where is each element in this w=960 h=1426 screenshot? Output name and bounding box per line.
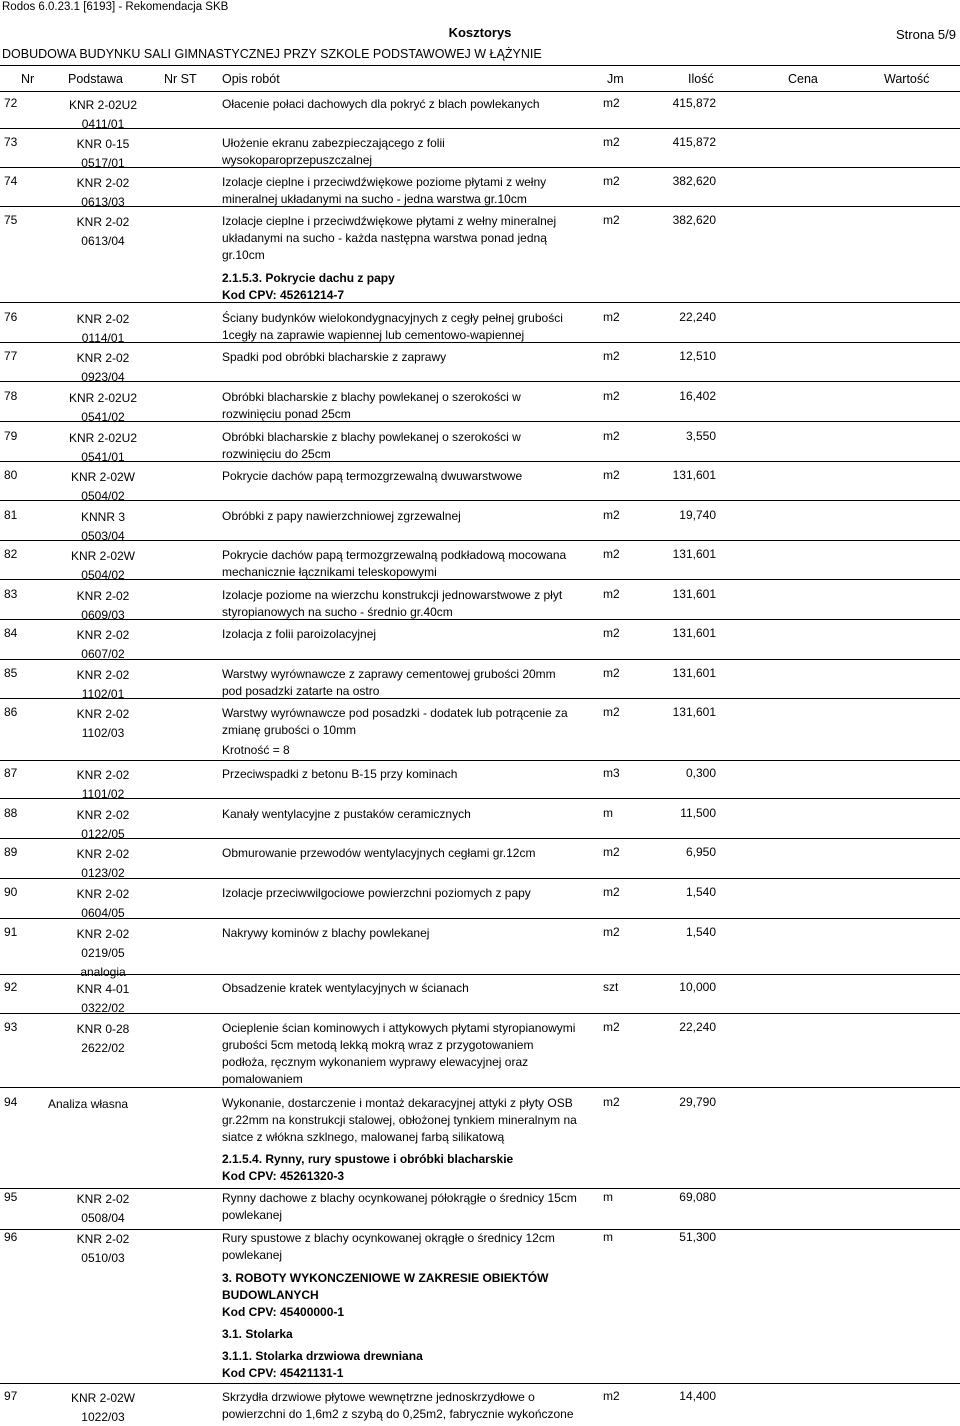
row-quantity: 16,402	[679, 389, 716, 403]
row-separator	[0, 167, 960, 168]
row-unit: m2	[603, 587, 620, 601]
row-unit: m2	[603, 547, 620, 561]
row-quantity: 382,620	[672, 174, 716, 188]
row-unit: m3	[603, 766, 620, 780]
row-description: Nakrywy kominów z blachy powlekanej	[222, 926, 430, 940]
row-description: Izolacje poziome na wierzchu konstrukcji jednowarstwowe z płyt	[222, 588, 563, 602]
row-quantity: 3,550	[685, 429, 716, 443]
row-unit: m2	[603, 468, 620, 482]
row-podstawa: KNR 2-02	[76, 668, 130, 682]
row-quantity: 131,601	[672, 468, 716, 482]
row-unit: m2	[603, 96, 620, 110]
row-description: Obróbki z papy nawierzchniowej zgrzewalnej	[222, 509, 461, 523]
row-podstawa: KNR 4-01	[76, 982, 130, 996]
row-podstawa: 0122/05	[81, 827, 125, 841]
row-description: Rynny dachowe z blachy ocynkowanej półokrągłe o średnicy 15cm	[222, 1191, 577, 1205]
row-separator	[0, 381, 960, 382]
row-separator	[0, 918, 960, 919]
row-quantity: 11,500	[680, 806, 716, 820]
row-separator	[0, 342, 960, 343]
row-separator	[0, 760, 960, 761]
row-separator	[0, 421, 960, 422]
section-heading: 3.1. Stolarka	[222, 1327, 293, 1341]
row-separator	[0, 302, 960, 303]
row-number: 79	[4, 429, 18, 443]
row-unit: m2	[603, 213, 620, 227]
header-top-rule	[0, 65, 960, 66]
row-quantity: 14,400	[679, 1389, 716, 1403]
row-description: Pokrycie dachów papą termozgrzewalną podkładową mocowana	[222, 548, 567, 562]
col-header-podstawa: Podstawa	[68, 72, 123, 86]
row-unit: m	[603, 806, 613, 820]
row-podstawa: KNR 2-02	[76, 1232, 130, 1246]
row-unit: m	[603, 1230, 613, 1244]
section-heading: 3. ROBOTY WYKONCZENIOWE W ZAKRESIE OBIEKTÓW	[222, 1271, 549, 1285]
row-quantity: 29,790	[679, 1095, 716, 1109]
row-podstawa: KNR 2-02U2	[68, 431, 138, 445]
row-unit: m2	[603, 925, 620, 939]
row-number: 88	[4, 806, 18, 820]
col-header-ilosc: Ilość	[688, 72, 714, 86]
row-podstawa: 0510/03	[81, 1251, 125, 1265]
row-description: zmianę grubości o 10mm	[222, 723, 357, 737]
section-heading: 2.1.5.3. Pokrycie dachu z papy	[222, 271, 395, 285]
row-podstawa: 0411/01	[81, 117, 125, 131]
page-number: Strona 5/9	[896, 27, 956, 42]
row-podstawa: 0114/01	[81, 331, 125, 345]
section-heading: Kod CPV: 45421131-1	[222, 1366, 344, 1380]
row-number: 96	[4, 1230, 18, 1244]
row-description: powierzchni do 1,6m2 z szybą do 0,25m2, fabrycznie wykończone	[222, 1407, 574, 1421]
row-podstawa: 0609/03	[81, 608, 125, 622]
row-description: Spadki pod obróbki blacharskie z zaprawy	[222, 350, 447, 364]
row-unit: m2	[603, 885, 620, 899]
row-separator	[0, 659, 960, 660]
row-quantity: 131,601	[672, 705, 716, 719]
row-unit: m2	[603, 705, 620, 719]
row-separator	[0, 540, 960, 541]
row-separator	[0, 619, 960, 620]
row-description: rozwinięciu ponad 25cm	[222, 407, 351, 421]
row-description: Izolacje przeciwwilgociowe powierzchni poziomych z papy	[222, 886, 531, 900]
row-description: Warstwy wyrównawcze pod posadzki - dodatek lub potrącenie za	[222, 706, 568, 720]
row-number: 81	[4, 508, 18, 522]
row-podstawa: 2622/02	[81, 1041, 125, 1055]
row-podstawa: KNR 2-02U2	[68, 98, 138, 112]
row-unit: m2	[603, 1095, 620, 1109]
row-description: Warstwy wyrównawcze z zaprawy cementowej grubości 20mm	[222, 667, 556, 681]
col-header-wartosc: Wartość	[884, 72, 930, 86]
row-number: 86	[4, 705, 18, 719]
row-description: rozwinięciu do 25cm	[222, 447, 331, 461]
row-description: Izolacja z folii paroizolacyjnej	[222, 627, 377, 641]
row-description: gr.10cm	[222, 248, 265, 262]
row-description: styropianowych na sucho - średnio gr.40cm	[222, 605, 453, 619]
row-podstawa: KNR 0-28	[76, 1022, 130, 1036]
row-podstawa: 0541/01	[81, 450, 125, 464]
row-podstawa: KNR 2-02	[76, 1192, 130, 1206]
row-separator	[0, 461, 960, 462]
row-description: gr.22mm na konstrukcji stalowej, obłożonej tynkiem mineralnym na	[222, 1113, 577, 1127]
row-quantity: 22,240	[679, 1020, 716, 1034]
row-number: 95	[4, 1190, 18, 1204]
row-separator	[0, 128, 960, 129]
row-description: Skrzydła drzwiowe płytowe wewnętrzne jednoskrzydłowe o	[222, 1390, 535, 1404]
row-description: Kanały wentylacyjne z pustaków ceramicznych	[222, 807, 471, 821]
header-bottom-rule	[0, 91, 960, 92]
document-title: Kosztorys	[448, 25, 512, 40]
row-podstawa: KNR 2-02	[76, 176, 130, 190]
row-podstawa: 0504/02	[81, 568, 125, 582]
row-number: 92	[4, 980, 18, 994]
row-quantity: 51,300	[679, 1230, 716, 1244]
row-number: 97	[4, 1389, 18, 1403]
row-number: 76	[4, 310, 18, 324]
row-podstawa: 0219/05	[81, 946, 125, 960]
row-unit: m2	[603, 1389, 620, 1403]
row-description: Ołacenie połaci dachowych dla pokryć z blach powlekanych	[222, 97, 540, 111]
row-podstawa: KNR 2-02W	[70, 470, 135, 484]
row-unit: m2	[603, 626, 620, 640]
row-podstawa: analogia	[80, 965, 126, 979]
row-description: Obmurowanie przewodów wentylacyjnych cegłami gr.12cm	[222, 846, 536, 860]
app-title: Rodos 6.0.23.1 [6193] - Rekomendacja SKB	[2, 1, 229, 13]
row-quantity: 131,601	[672, 626, 716, 640]
row-podstawa: KNR 2-02	[76, 927, 130, 941]
row-podstawa: KNR 2-02U2	[68, 391, 138, 405]
row-description: pod posadzki zatarte na ostro	[222, 684, 380, 698]
row-podstawa: KNR 2-02	[76, 215, 130, 229]
row-podstawa: KNR 2-02	[76, 589, 130, 603]
row-unit: m2	[603, 389, 620, 403]
row-unit: m	[603, 1190, 613, 1204]
row-unit: m2	[603, 845, 620, 859]
row-description: powlekanej	[222, 1248, 283, 1262]
row-quantity: 415,872	[672, 96, 716, 110]
section-heading: 2.1.5.4. Rynny, rury spustowe i obróbki blacharskie	[222, 1152, 514, 1166]
row-podstawa: 0517/01	[81, 156, 125, 170]
row-podstawa: 0503/04	[81, 529, 125, 543]
row-podstawa: KNNR 3	[80, 510, 125, 524]
row-podstawa: 0541/02	[81, 410, 125, 424]
row-number: 77	[4, 349, 18, 363]
col-header-opis: Opis robót	[222, 72, 280, 86]
row-podstawa: 0607/02	[81, 647, 125, 661]
row-separator	[0, 500, 960, 501]
row-separator	[0, 974, 960, 975]
row-description: Obróbki blacharskie z blachy powlekanej o szerokości w	[222, 390, 521, 404]
row-podstawa: KNR 2-02	[76, 312, 130, 326]
row-number: 83	[4, 587, 18, 601]
row-number: 85	[4, 666, 18, 680]
row-description: Obsadzenie kratek wentylacyjnych w ścianach	[222, 981, 469, 995]
row-separator	[0, 1188, 960, 1189]
row-quantity: 69,080	[679, 1190, 716, 1204]
row-description: Rury spustowe z blachy ocynkowanej okrągłe o średnicy 12cm	[222, 1231, 555, 1245]
row-quantity: 1,540	[685, 885, 716, 899]
row-number: 87	[4, 766, 18, 780]
row-unit: m2	[603, 666, 620, 680]
section-heading: Kod CPV: 45261320-3	[222, 1169, 345, 1183]
row-description: Przeciwspadki z betonu B-15 przy kominach	[222, 767, 458, 781]
row-unit: m2	[603, 135, 620, 149]
row-unit: m2	[603, 174, 620, 188]
col-header-nr: Nr	[21, 72, 35, 86]
row-description: układanymi na sucho - każda następna warstwa ponad jedną	[222, 231, 547, 245]
row-description: Ocieplenie ścian kominowych i attykowych płytami styropianowymi	[222, 1021, 576, 1035]
row-description: Obróbki blacharskie z blachy powlekanej o szerokości w	[222, 430, 521, 444]
row-podstawa: KNR 0-15	[76, 137, 130, 151]
section-heading: Kod CPV: 45400000-1	[222, 1305, 345, 1319]
row-quantity: 6,950	[685, 845, 716, 859]
col-header-cena: Cena	[788, 72, 818, 86]
row-podstawa: 1101/02	[81, 787, 125, 801]
row-description: Izolacje cieplne i przeciwdźwiękowe płytami z wełny mineralnej	[222, 214, 557, 228]
row-podstawa: 0613/03	[81, 195, 125, 209]
row-podstawa: 1022/03	[81, 1410, 125, 1424]
row-quantity: 131,601	[672, 547, 716, 561]
row-podstawa: KNR 2-02	[76, 887, 130, 901]
row-number: 84	[4, 626, 18, 640]
row-podstawa: KNR 2-02	[76, 351, 130, 365]
row-separator	[0, 1229, 960, 1230]
row-separator	[0, 1013, 960, 1014]
row-unit: m2	[603, 508, 620, 522]
row-description: powlekanej	[222, 1208, 283, 1222]
row-number: 72	[4, 96, 18, 110]
col-header-nrst: Nr ST	[164, 72, 197, 86]
row-podstawa: 0508/04	[81, 1211, 125, 1225]
row-quantity: 1,540	[685, 925, 716, 939]
row-quantity: 131,601	[672, 666, 716, 680]
row-podstawa: KNR 2-02	[76, 707, 130, 721]
row-podstawa: KNR 2-02	[76, 847, 130, 861]
row-number: 82	[4, 547, 18, 561]
row-description: siatce z włókna szklnego, malowanej farbą silikatową	[222, 1130, 505, 1144]
row-description: mechanicznie łącznikami teleskopowymi	[222, 565, 437, 579]
row-podstawa: KNR 2-02W	[70, 549, 135, 563]
row-podstawa: 0604/05	[81, 906, 125, 920]
row-podstawa: KNR 2-02W	[70, 1391, 135, 1405]
row-number: 90	[4, 885, 18, 899]
row-description: Krotność = 8	[222, 743, 290, 757]
row-separator	[0, 878, 960, 879]
section-heading: Kod CPV: 45261214-7	[222, 288, 345, 302]
row-separator	[0, 206, 960, 207]
row-podstawa: 0923/04	[81, 370, 125, 384]
row-separator	[0, 1383, 960, 1384]
row-podstawa: 0322/02	[81, 1001, 125, 1015]
row-podstawa: Analiza własna	[48, 1097, 129, 1111]
row-description: 1cegły na zaprawie wapiennej lub cementowo-wapiennej	[222, 328, 525, 342]
row-separator	[0, 1087, 960, 1088]
section-heading: BUDOWLANYCH	[222, 1288, 319, 1302]
row-number: 93	[4, 1020, 18, 1034]
row-description: grubości 5cm metodą lekką mokrą wraz z przygotowaniem	[222, 1038, 534, 1052]
row-podstawa: 0123/02	[81, 866, 125, 880]
row-description: pomalowaniem	[222, 1072, 303, 1086]
row-quantity: 382,620	[672, 213, 716, 227]
row-number: 75	[4, 213, 18, 227]
row-podstawa: 1102/03	[81, 726, 125, 740]
row-unit: m2	[603, 349, 620, 363]
row-podstawa: 1102/01	[81, 687, 125, 701]
row-description: podłoża, ręcznym wykonaniem wyprawy elewacyjnej oraz	[222, 1055, 529, 1069]
row-number: 78	[4, 389, 18, 403]
row-description: Wykonanie, dostarczenie i montaż dekaracyjnej attyki z płyty OSB	[222, 1096, 573, 1110]
section-heading: 3.1.1. Stolarka drzwiowa drewniana	[222, 1349, 423, 1363]
row-quantity: 10,000	[679, 980, 716, 994]
row-quantity: 22,240	[679, 310, 716, 324]
row-quantity: 131,601	[672, 587, 716, 601]
row-separator	[0, 798, 960, 799]
row-description: Ściany budynków wielokondygnacyjnych z cegły pełnej grubości	[222, 311, 563, 325]
row-unit: m2	[603, 429, 620, 443]
row-separator	[0, 838, 960, 839]
row-unit: szt	[603, 980, 619, 994]
row-podstawa: KNR 2-02	[76, 808, 130, 822]
row-description: Pokrycie dachów papą termozgrzewalną dwuwarstwowe	[222, 469, 523, 483]
row-number: 89	[4, 845, 18, 859]
row-separator	[0, 579, 960, 580]
row-description: mineralnej układanymi na sucho - jedna warstwa gr.10cm	[222, 192, 527, 206]
row-quantity: 19,740	[679, 508, 716, 522]
row-podstawa: 0613/04	[81, 234, 125, 248]
row-podstawa: KNR 2-02	[76, 628, 130, 642]
row-unit: m2	[603, 310, 620, 324]
row-description: wysokoparoprzepuszczalnej	[222, 153, 373, 167]
row-number: 94	[4, 1095, 18, 1109]
row-quantity: 12,510	[679, 349, 716, 363]
row-quantity: 0,300	[685, 766, 716, 780]
col-header-jm: Jm	[607, 72, 624, 86]
row-number: 80	[4, 468, 18, 482]
row-number: 91	[4, 925, 18, 939]
row-description: Ułożenie ekranu zabezpieczającego z folii	[222, 136, 445, 150]
row-description: Izolacje cieplne i przeciwdźwiękowe poziome płytami z wełny	[222, 175, 547, 189]
row-unit: m2	[603, 1020, 620, 1034]
project-name: DOBUDOWA BUDYNKU SALI GIMNASTYCZNEJ PRZY SZKOLE PODSTAWOWEJ W ŁĄŻYNIE	[2, 47, 542, 61]
row-podstawa: 0504/02	[81, 489, 125, 503]
row-quantity: 415,872	[672, 135, 716, 149]
row-number: 74	[4, 174, 18, 188]
row-podstawa: KNR 2-02	[76, 768, 130, 782]
row-separator	[0, 698, 960, 699]
row-number: 73	[4, 135, 18, 149]
